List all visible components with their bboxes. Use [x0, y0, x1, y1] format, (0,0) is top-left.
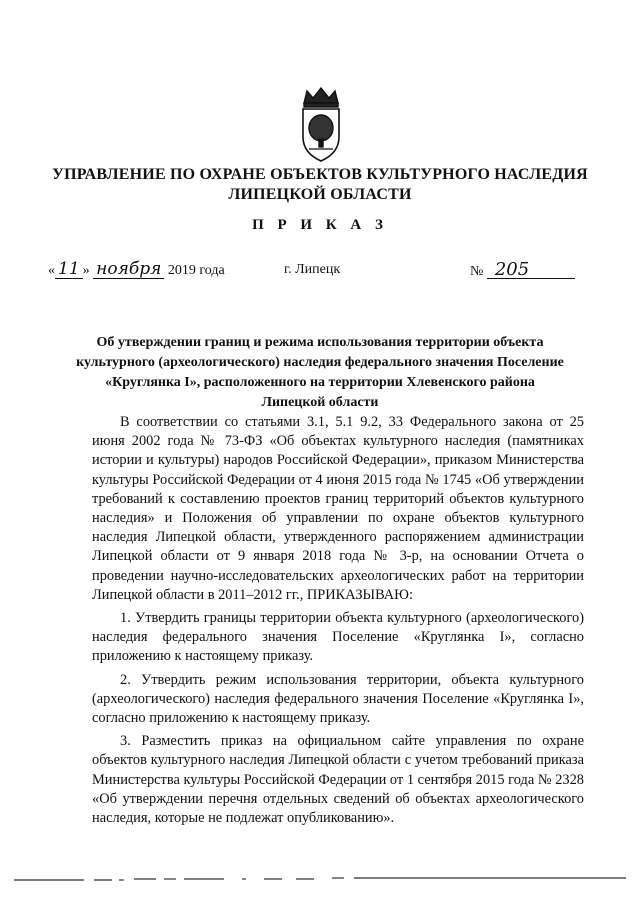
- date-quote-close: »: [82, 263, 90, 278]
- coat-of-arms-emblem: [294, 85, 348, 163]
- handwritten-day: 11: [55, 260, 83, 279]
- order-item-3: 3. Разместить приказ на официальном сайте управления по охране объектов культурного наследия Липецкой области с учетом требований приказа Министерства культуры Российской Федерации от 1 сентября 2015 года № 2328 «Об утверждении перечня отдельных сведений об объектах археологического наследия, которые не подлежат опубликованию».: [92, 733, 584, 827]
- title-line-3: «Круглянка I», расположенного на территории Хлевенского района: [105, 375, 535, 390]
- title-line-4: Липецкой области: [261, 395, 379, 410]
- order-item-2: 2. Утвердить режим использования территории, объекта культурного (археологического) наследия федерального значения Поселение «Круглянка I», согласно приложению к настоящему приказу.: [92, 671, 584, 727]
- number-label: №: [470, 264, 484, 279]
- order-body: [92, 413, 584, 832]
- document-type: П Р И К А З: [252, 217, 388, 233]
- scan-artifact-line: [14, 872, 626, 884]
- org-name-line-2: ЛИПЕЦКОЙ ОБЛАСТИ: [228, 186, 412, 203]
- preamble-paragraph: В соответствии со статьями 3.1, 5.1 9.2, 33 Федерального закона от 25 июня 2002 года № 73-ФЗ «Об объектах культурного наследия (памятниках истории и культуры) народов Российской Федерации», приказом Министерства культуры Российской Федерации от 4 июня 2015 года № 1745 «Об утверждении требований к составлению проектов границ территорий объектов культурного наследия» и Положения об управлении по охране объектов культурного наследия Липецкой области, утвержденного распоряжением администрации Липецкой области от 9 января 2018 года № 3-р, на основании Отчета о проведении научно-исследовательских археологических работ на территории Липецкой области в 2011–2012 гг., ПРИКАЗЫВАЮ:: [92, 414, 584, 603]
- date-quote-open: «: [48, 263, 55, 278]
- date-year: 2019 года: [167, 263, 225, 278]
- order-number: [470, 259, 575, 280]
- date-number-line: [48, 260, 592, 286]
- handwritten-number: 205: [487, 262, 575, 279]
- order-item-1: 1. Утвердить границы территории объекта культурного (археологического) наследия федерального значения Поселение «Круглянка I», согласно приложению к настоящему приказу.: [92, 610, 584, 665]
- title-line-1: Об утверждении границ и режима использования территории объекта: [96, 335, 544, 350]
- organization-name: [40, 165, 600, 205]
- title-line-2: культурного (археологического) наследия федерального значения Поселение: [76, 355, 564, 370]
- order-date: [48, 260, 225, 279]
- city-name: г. Липецк: [284, 262, 341, 277]
- order-title: [70, 333, 570, 413]
- handwritten-month: ноября: [93, 260, 164, 279]
- org-name-line-1: УПРАВЛЕНИЕ ПО ОХРАНЕ ОБЪЕКТОВ КУЛЬТУРНОГО НАСЛЕДИЯ: [52, 166, 588, 183]
